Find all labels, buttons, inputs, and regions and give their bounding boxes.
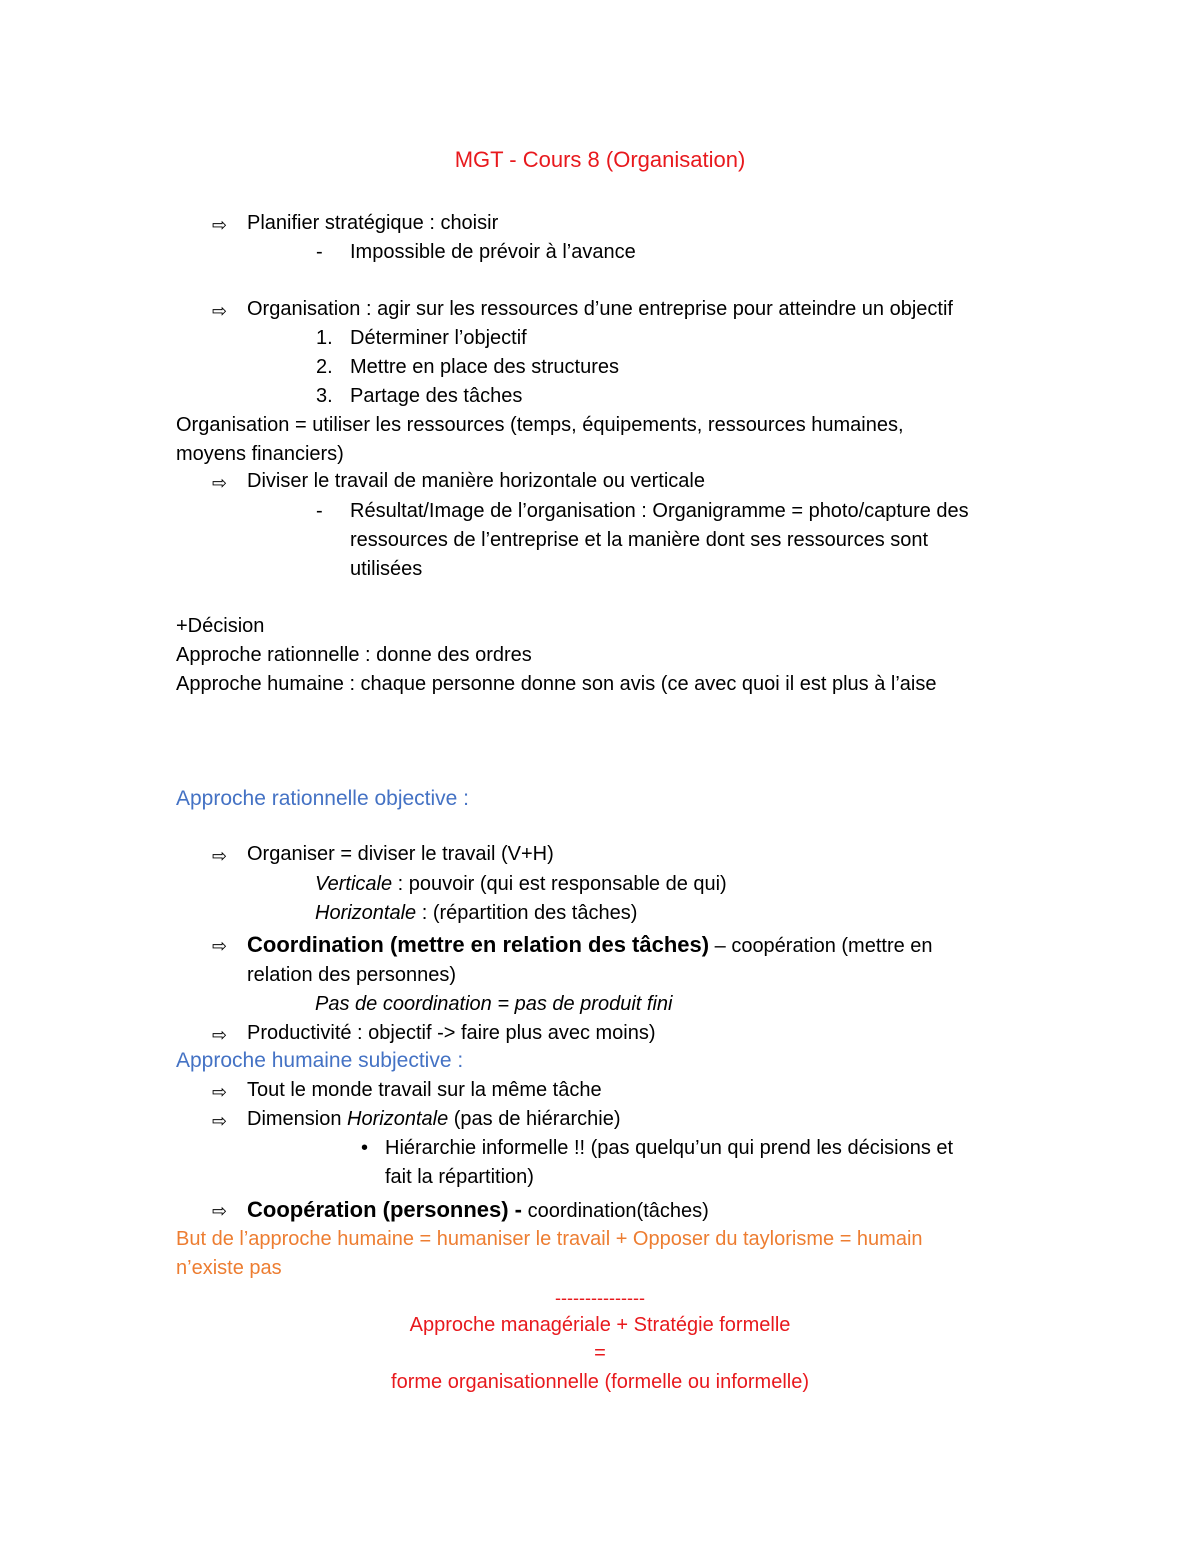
- number-marker: 2.: [316, 356, 333, 378]
- list-item: Partage des tâches: [350, 385, 523, 407]
- conclusion-line: forme organisationnelle (formelle ou informelle): [391, 1371, 809, 1393]
- arrow-icon: ⇨: [212, 1025, 228, 1046]
- arrow-icon: ⇨: [212, 1111, 228, 1132]
- arrow-icon: ⇨: [212, 936, 228, 957]
- list-item: [247, 930, 933, 961]
- list-item: Résultat/Image de l’organisation : Organigramme = photo/capture des: [350, 500, 969, 522]
- arrow-icon: ⇨: [212, 473, 228, 494]
- note-line: n’existe pas: [176, 1257, 282, 1279]
- conclusion-equals: =: [594, 1342, 606, 1364]
- paragraph-line: +Décision: [176, 615, 265, 637]
- arrow-icon: ⇨: [212, 301, 228, 322]
- arrow-icon: ⇨: [212, 846, 228, 867]
- sub-line: [315, 899, 637, 928]
- section-heading: Approche rationnelle objective :: [176, 787, 470, 810]
- list-item-cont: fait la répartition): [385, 1166, 534, 1188]
- sub-text: : (répartition des tâches): [416, 902, 638, 924]
- list-text: coordination(tâches): [522, 1200, 709, 1222]
- list-item: Mettre en place des structures: [350, 356, 620, 378]
- bold-term: Coordination (mettre en relation des tâches): [247, 932, 710, 957]
- list-item: Organisation : agir sur les ressources d’une entreprise pour atteindre un objectif: [247, 298, 953, 320]
- arrow-icon: ⇨: [212, 215, 228, 236]
- italic-term: Horizontale: [315, 902, 417, 924]
- paragraph-line: moyens financiers): [176, 443, 344, 465]
- arrow-icon: ⇨: [212, 1201, 228, 1222]
- page-title: MGT - Cours 8 (Organisation): [454, 147, 746, 172]
- bullet-marker: •: [361, 1137, 369, 1159]
- sub-line: Pas de coordination = pas de produit fini: [315, 993, 673, 1015]
- conclusion-line: Approche managériale + Stratégie formelle: [409, 1314, 791, 1336]
- list-item-cont: relation des personnes): [247, 964, 457, 986]
- paragraph-line: Approche humaine : chaque personne donne son avis (ce avec quoi il est plus à l’aise: [176, 673, 937, 695]
- italic-term: Horizontale: [347, 1108, 449, 1130]
- list-item: [247, 1195, 709, 1226]
- list-item: Organiser = diviser le travail (V+H): [247, 843, 554, 865]
- arrow-icon: ⇨: [212, 1082, 228, 1103]
- list-text: – coopération (mettre en: [709, 935, 933, 957]
- list-item: Déterminer l’objectif: [350, 327, 527, 349]
- section-heading: Approche humaine subjective :: [176, 1049, 464, 1072]
- note-line: But de l’approche humaine = humaniser le travail + Opposer du taylorisme = humain: [176, 1228, 923, 1250]
- dash-marker: -: [316, 500, 323, 522]
- list-item: Tout le monde travail sur la même tâche: [247, 1079, 602, 1101]
- list-item-cont: ressources de l’entreprise et la manière dont ses ressources sont: [350, 529, 929, 551]
- list-item: Productivité : objectif -> faire plus avec moins): [247, 1022, 656, 1044]
- paragraph-line: Organisation = utiliser les ressources (temps, équipements, ressources humaines,: [176, 414, 904, 436]
- paragraph-line: Approche rationnelle : donne des ordres: [176, 644, 532, 666]
- list-item: Impossible de prévoir à l’avance: [350, 241, 636, 263]
- list-item-cont: utilisées: [350, 558, 423, 580]
- list-item: [247, 1105, 621, 1134]
- list-item: Hiérarchie informelle !! (pas quelqu’un qui prend les décisions et: [385, 1137, 954, 1159]
- list-text: (pas de hiérarchie): [448, 1108, 621, 1130]
- separator: ---------------: [555, 1288, 645, 1308]
- list-item: Planifier stratégique : choisir: [247, 212, 499, 234]
- list-text: Dimension: [247, 1108, 348, 1130]
- sub-text: : pouvoir (qui est responsable de qui): [392, 873, 727, 895]
- dash-marker: -: [316, 241, 323, 263]
- number-marker: 1.: [316, 327, 333, 349]
- bold-term: Coopération (personnes) -: [247, 1197, 523, 1222]
- number-marker: 3.: [316, 385, 333, 407]
- list-item: Diviser le travail de manière horizontale ou verticale: [247, 470, 705, 492]
- italic-term: Verticale: [315, 873, 393, 895]
- sub-line: [315, 870, 727, 899]
